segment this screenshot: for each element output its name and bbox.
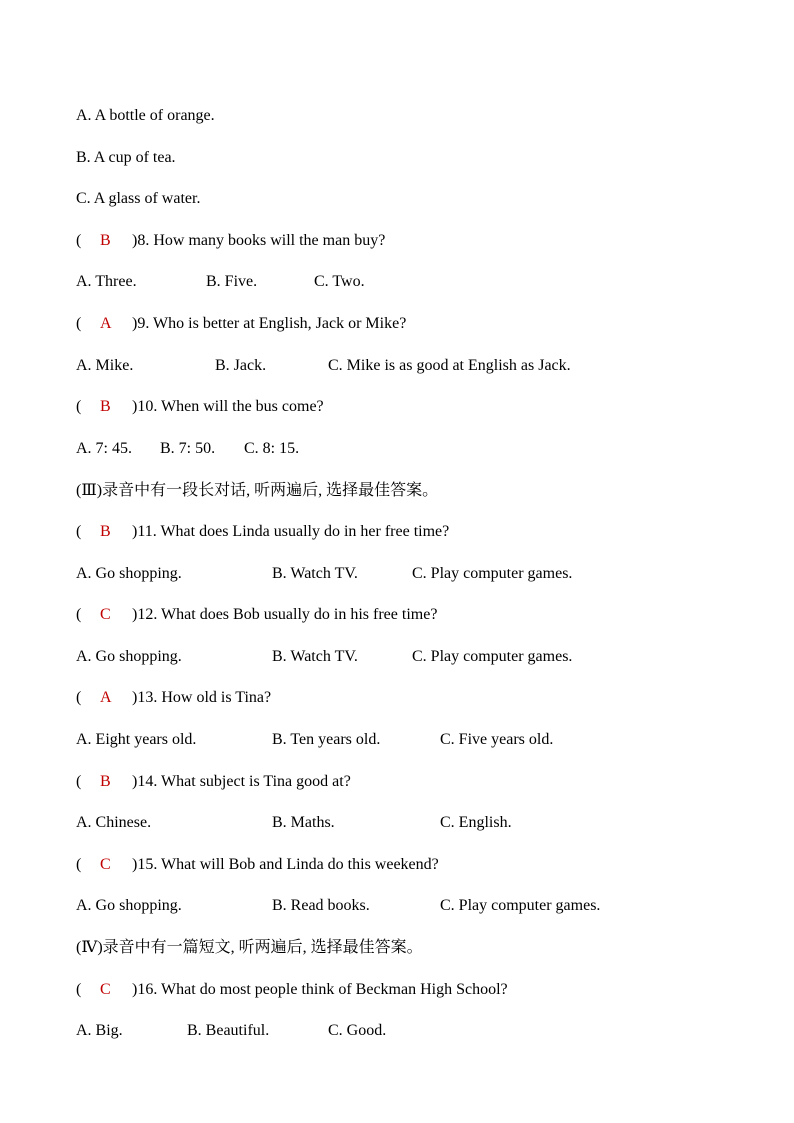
- question-stem: )9. Who is better at English, Jack or Mike?: [132, 315, 407, 332]
- option-line: B. A cup of tea.: [76, 149, 176, 166]
- option-a: A. Mike.: [76, 357, 134, 374]
- option-a: A. Go shopping.: [76, 648, 182, 665]
- paren: (: [76, 523, 82, 540]
- paren: (: [76, 856, 82, 873]
- paren: (: [76, 315, 82, 332]
- answer-mark: C: [100, 856, 111, 873]
- answer-mark: B: [100, 523, 111, 540]
- paren: (: [76, 606, 82, 623]
- answer-mark: A: [100, 315, 112, 332]
- option-c: C. Good.: [328, 1022, 387, 1039]
- question-stem: )16. What do most people think of Beckman High School?: [132, 981, 508, 998]
- option-a: A. Three.: [76, 273, 137, 290]
- option-c: C. Five years old.: [440, 731, 554, 748]
- option-a: A. Go shopping.: [76, 565, 182, 582]
- option-b: B. 7: 50.: [160, 440, 216, 457]
- option-a: A. 7: 45.: [76, 440, 132, 457]
- paren: (: [76, 773, 82, 790]
- answer-mark: C: [100, 606, 111, 623]
- option-line: C. A glass of water.: [76, 190, 201, 207]
- option-c: C. Play computer games.: [412, 648, 573, 665]
- option-c: C. Two.: [314, 273, 365, 290]
- question-stem: )13. How old is Tina?: [132, 689, 272, 706]
- section-heading-4: (Ⅳ)录音中有一篇短文, 听两遍后, 选择最佳答案。: [76, 939, 423, 956]
- paren: (: [76, 689, 82, 706]
- option-c: C. English.: [440, 814, 512, 831]
- answer-mark: B: [100, 773, 111, 790]
- question-stem: )14. What subject is Tina good at?: [132, 773, 351, 790]
- option-b: B. Maths.: [272, 814, 335, 831]
- answer-mark: B: [100, 232, 111, 249]
- option-b: B. Watch TV.: [272, 565, 358, 582]
- option-a: A. Go shopping.: [76, 897, 182, 914]
- answer-mark: C: [100, 981, 111, 998]
- option-c: C. Mike is as good at English as Jack.: [328, 357, 571, 374]
- option-b: B. Five.: [206, 273, 258, 290]
- question-stem: )12. What does Bob usually do in his free time?: [132, 606, 438, 623]
- option-line: A. A bottle of orange.: [76, 107, 215, 124]
- question-stem: )8. How many books will the man buy?: [132, 232, 386, 249]
- option-c: C. Play computer games.: [412, 565, 573, 582]
- answer-mark: A: [100, 689, 112, 706]
- option-a: A. Eight years old.: [76, 731, 197, 748]
- paren: (: [76, 398, 82, 415]
- option-c: C. 8: 15.: [244, 440, 300, 457]
- section-heading-3: (Ⅲ)录音中有一段长对话, 听两遍后, 选择最佳答案。: [76, 482, 439, 499]
- question-stem: )11. What does Linda usually do in her free time?: [132, 523, 450, 540]
- paren: (: [76, 981, 82, 998]
- option-a: A. Chinese.: [76, 814, 152, 831]
- question-stem: )15. What will Bob and Linda do this weekend?: [132, 856, 439, 873]
- option-b: B. Ten years old.: [272, 731, 381, 748]
- option-c: C. Play computer games.: [440, 897, 601, 914]
- question-stem: )10. When will the bus come?: [132, 398, 324, 415]
- option-b: B. Jack.: [215, 357, 267, 374]
- option-b: B. Beautiful.: [187, 1022, 270, 1039]
- option-a: A. Big.: [76, 1022, 123, 1039]
- answer-mark: B: [100, 398, 111, 415]
- paren: (: [76, 232, 82, 249]
- option-b: B. Watch TV.: [272, 648, 358, 665]
- option-b: B. Read books.: [272, 897, 370, 914]
